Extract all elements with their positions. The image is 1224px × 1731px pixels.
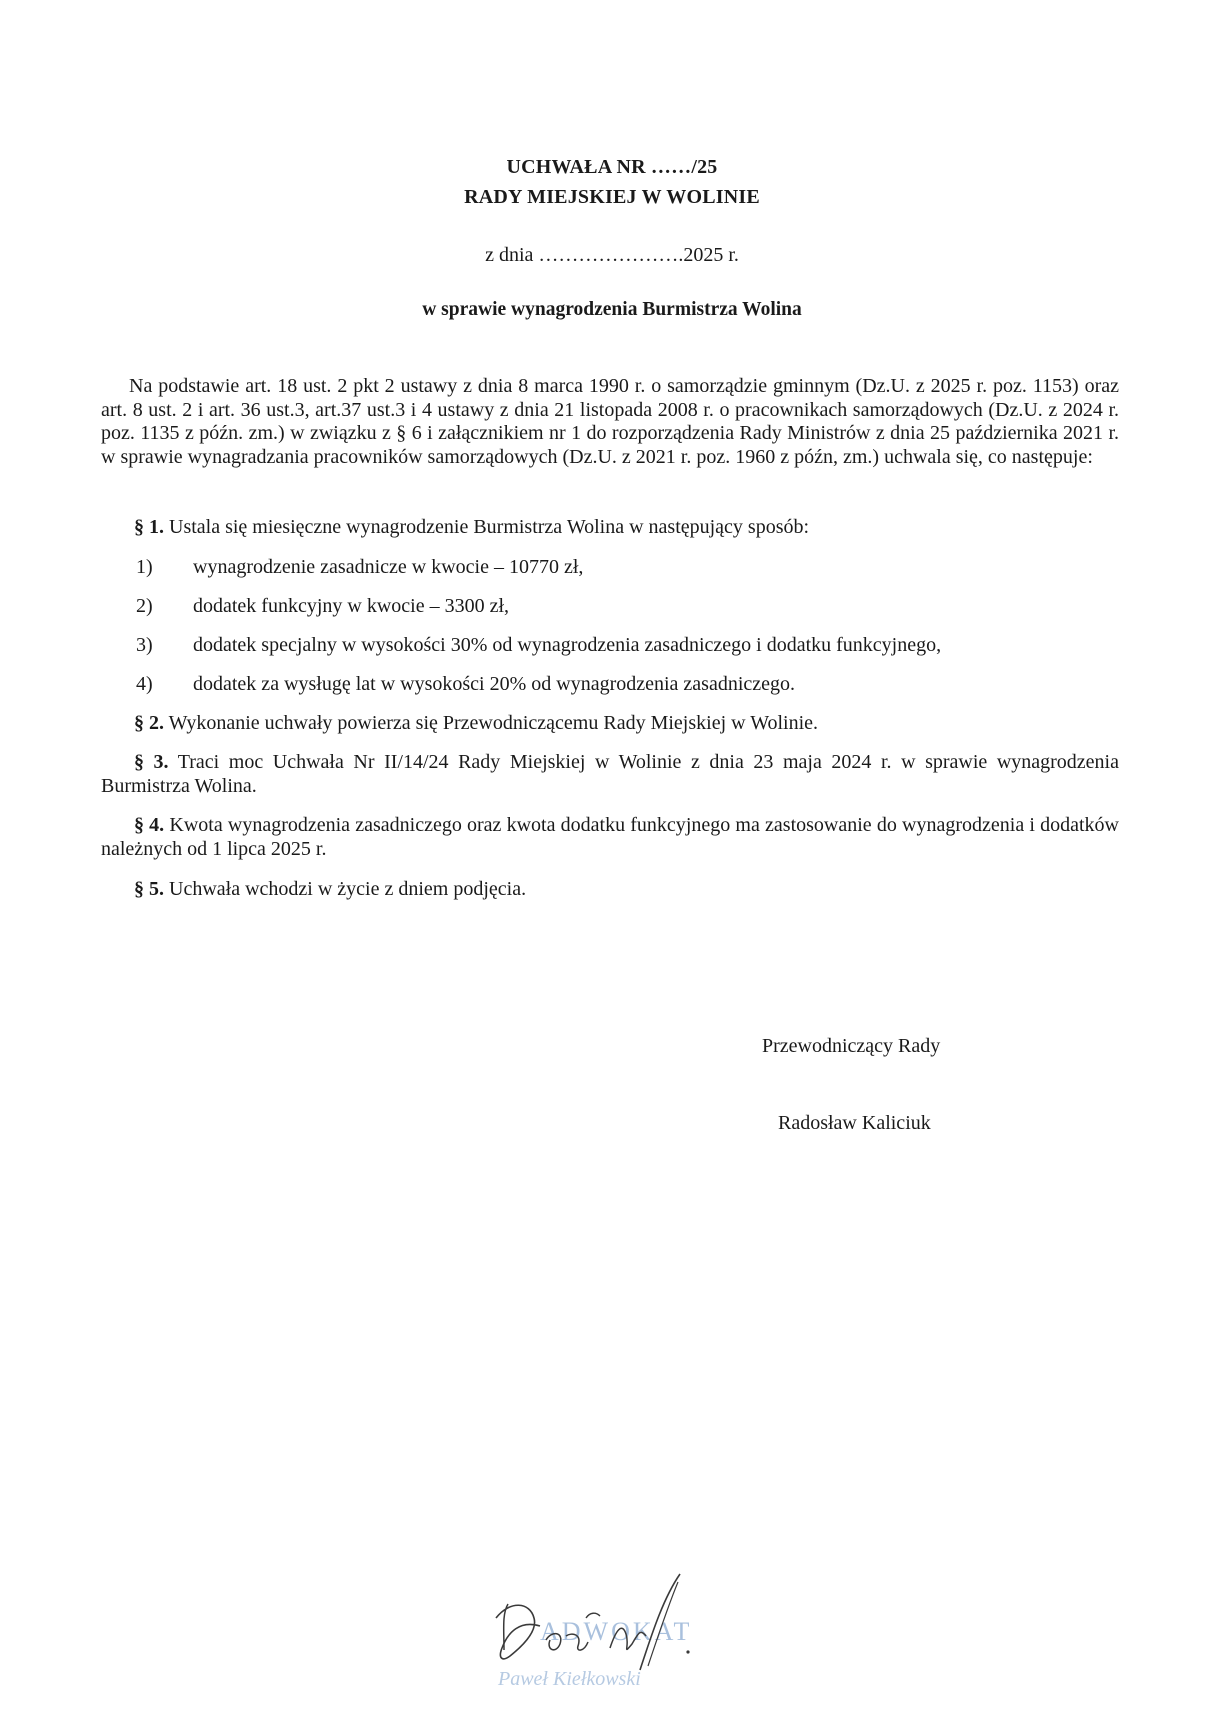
paragraph-4 bbox=[101, 814, 1119, 861]
paragraph-text: Kwota wynagrodzenia zasadniczego oraz kwota dodatku funkcyjnego ma zastosowanie do wynagrodzenia i dodatków należnych od 1 lipca 2025 r. bbox=[101, 814, 1120, 860]
stamp-title: ADWOKAT bbox=[540, 1617, 693, 1646]
list-item-number: 4) bbox=[136, 673, 153, 695]
signature-stroke bbox=[496, 1605, 540, 1659]
list-item-text: dodatek specjalny w wysokości 30% od wynagrodzenia zasadniczego i dodatku funkcyjnego, bbox=[193, 634, 942, 656]
paragraph-1 bbox=[101, 516, 1119, 540]
list-item-text: dodatek za wysługę lat w wysokości 20% od wynagrodzenia zasadniczego. bbox=[193, 673, 796, 695]
paragraph-5 bbox=[101, 878, 1119, 902]
list-item-number: 1) bbox=[136, 556, 153, 578]
paragraph-text: Uchwała wchodzi w życie z dniem podjęcia. bbox=[164, 878, 527, 900]
resolution-date: z dnia ………………….2025 r. bbox=[485, 244, 739, 266]
paragraph-number: § 5. bbox=[134, 878, 164, 900]
list-item-text: wynagrodzenie zasadnicze w kwocie – 10770 zł, bbox=[193, 556, 584, 578]
stamp-signature-graphic bbox=[490, 1570, 730, 1710]
legal-basis-paragraph: Na podstawie art. 18 ust. 2 pkt 2 ustawy z dnia 8 marca 1990 r. o samorządzie gminnym (Dz.U. z 2025 r. poz. 1153) oraz art. 8 ust. 2 i art. 36 ust.3, art.37 ust.3 i 4 ustawy z dnia 21 listopada 2008 r. o pracownikach samorządowych (Dz.U. z 2024 r. poz. 1135 z późn. zm.) w związku z § 6 i załącznikiem nr 1 do rozporządzenia Rady Ministrów z dnia 25 października 2021 r. w sprawie wynagradzania pracowników samorządowych (Dz.U. z 2021 r. poz. 1960 z późn, zm.) uchwala się, co następuje: bbox=[101, 375, 1119, 468]
paragraph-number: § 4. bbox=[134, 814, 165, 836]
signatory-name: Radosław Kaliciuk bbox=[778, 1112, 931, 1134]
paragraph-text: Wykonanie uchwały powierza się Przewodniczącemu Rady Miejskiej w Wolinie. bbox=[164, 712, 819, 734]
paragraph-text: Ustala się miesięczne wynagrodzenie Burmistrza Wolina w następujący sposób: bbox=[164, 516, 810, 538]
list-item-number: 3) bbox=[136, 634, 153, 656]
signature-dot bbox=[686, 1650, 689, 1653]
lawyer-stamp-signature bbox=[490, 1570, 730, 1710]
paragraph-3 bbox=[101, 751, 1119, 798]
paragraph-number: § 1. bbox=[134, 516, 164, 538]
paragraph-number: § 3. bbox=[134, 751, 169, 773]
resolution-number: UCHWAŁA NR ……/25 bbox=[506, 156, 718, 178]
resolution-subject: w sprawie wynagrodzenia Burmistrza Wolina bbox=[422, 299, 802, 320]
council-name: RADY MIEJSKIEJ W WOLINIE bbox=[464, 186, 760, 208]
signature-stroke bbox=[504, 1604, 508, 1650]
stamp-name: Paweł Kiełkowski bbox=[498, 1668, 641, 1690]
signatory-title: Przewodniczący Rady bbox=[762, 1035, 941, 1057]
list-item-number: 2) bbox=[136, 595, 153, 617]
list-item-text: dodatek funkcyjny w kwocie – 3300 zł, bbox=[193, 595, 510, 617]
paragraph-text: Traci moc Uchwała Nr II/14/24 Rady Miejskiej w Wolinie z dnia 23 maja 2024 r. w sprawie wynagrodzenia Burmistrza Wolina. bbox=[101, 751, 1119, 797]
paragraph-number: § 2. bbox=[134, 712, 164, 734]
paragraph-2 bbox=[101, 712, 1119, 736]
